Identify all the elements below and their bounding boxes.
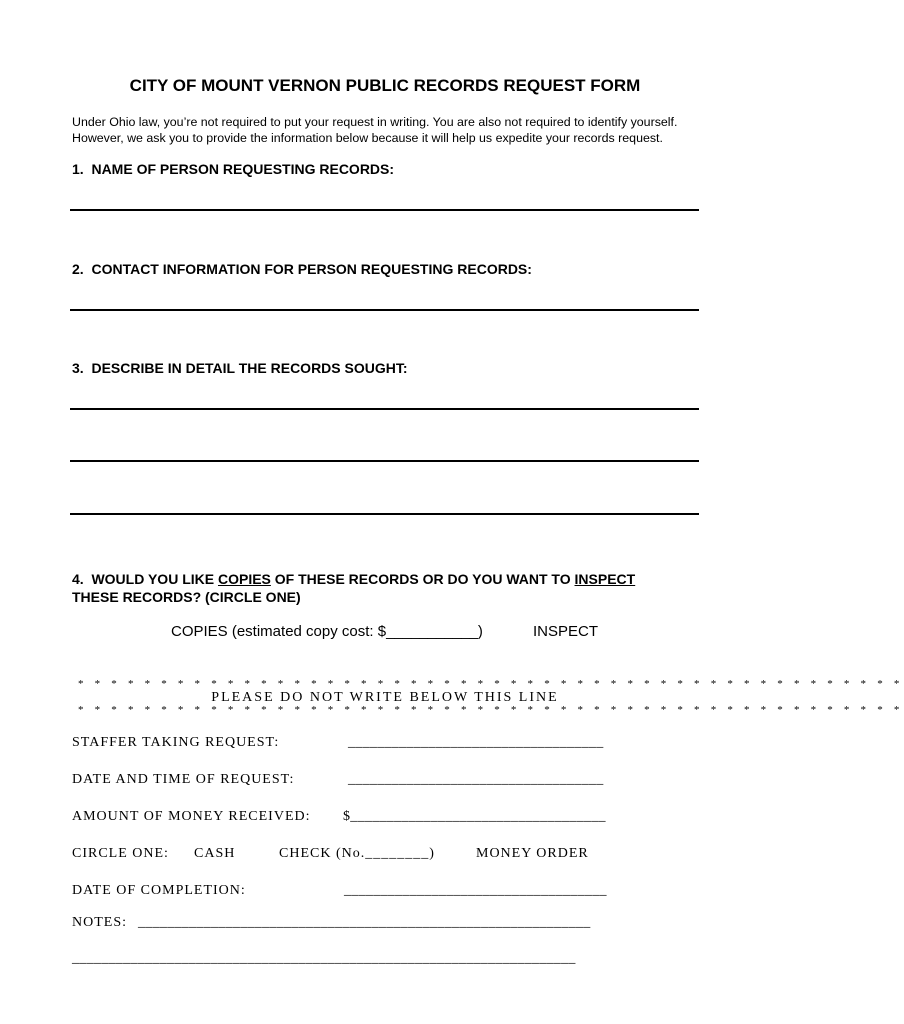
section-4-text-b: OF THESE RECORDS OR DO YOU WANT TO (270, 571, 575, 587)
contact-answer-line[interactable] (70, 309, 699, 311)
date-time-label: DATE AND TIME OF REQUEST: (72, 772, 295, 787)
staffer-label: STAFFER TAKING REQUEST: (72, 735, 280, 750)
records-answer-line-1[interactable] (70, 408, 699, 410)
intro-line-2: However, we ask you to provide the information below because it will help us expedite your records request. (72, 131, 663, 145)
section-4-heading-line-2: THESE RECORDS? (CIRCLE ONE) (72, 589, 301, 605)
staff-only-banner: PLEASE DO NOT WRITE BELOW THIS LINE (211, 690, 559, 705)
records-answer-line-3[interactable] (70, 513, 699, 515)
inspect-option[interactable]: INSPECT (533, 623, 599, 640)
completion-label: DATE OF COMPLETION: (72, 883, 246, 898)
inspect-underlined: INSPECT (574, 571, 636, 587)
money-received-label: AMOUNT OF MONEY RECEIVED: (72, 809, 311, 824)
staffer-field[interactable]: ___________________________________ (348, 735, 604, 750)
star-divider-top: * * * * * * * * * * * * * * * * * * * * * * * * * * * * * * * * * * * * * * * * * * * * * * * * * * (78, 678, 904, 690)
section-4-heading (72, 571, 635, 587)
notes-label: NOTES: (72, 915, 127, 930)
money-received-field[interactable]: $___________________________________ (343, 809, 606, 824)
form-title: CITY OF MOUNT VERNON PUBLIC RECORDS REQUEST FORM (129, 76, 641, 95)
notes-field-line-2[interactable]: _____________________________________________________________________ (72, 951, 576, 966)
section-2-heading: 2. CONTACT INFORMATION FOR PERSON REQUESTING RECORDS: (72, 261, 532, 277)
money-order-option[interactable]: MONEY ORDER (476, 846, 589, 861)
section-3-heading: 3. DESCRIBE IN DETAIL THE RECORDS SOUGHT: (72, 360, 408, 376)
cash-option[interactable]: CASH (194, 846, 236, 861)
section-1-heading: 1. NAME OF PERSON REQUESTING RECORDS: (72, 161, 395, 177)
copies-option[interactable]: COPIES (estimated copy cost: $___________) (171, 623, 483, 640)
check-option[interactable]: CHECK (No.________) (279, 846, 435, 861)
date-time-field[interactable]: ___________________________________ (348, 772, 604, 787)
circle-one-label: CIRCLE ONE: (72, 846, 169, 861)
completion-field[interactable]: ____________________________________ (344, 883, 607, 898)
section-4-text-a: 4. WOULD YOU LIKE (72, 571, 218, 587)
star-divider-bottom: * * * * * * * * * * * * * * * * * * * * * * * * * * * * * * * * * * * * * * * * * * * * * * * * * * (78, 704, 904, 716)
copies-underlined: COPIES (217, 571, 271, 587)
records-answer-line-2[interactable] (70, 460, 699, 462)
intro-line-1: Under Ohio law, you’re not required to put your request in writing. You are also not required to identify yourself. (72, 115, 678, 129)
notes-field[interactable]: ______________________________________________________________ (138, 915, 591, 930)
name-answer-line[interactable] (70, 209, 699, 211)
